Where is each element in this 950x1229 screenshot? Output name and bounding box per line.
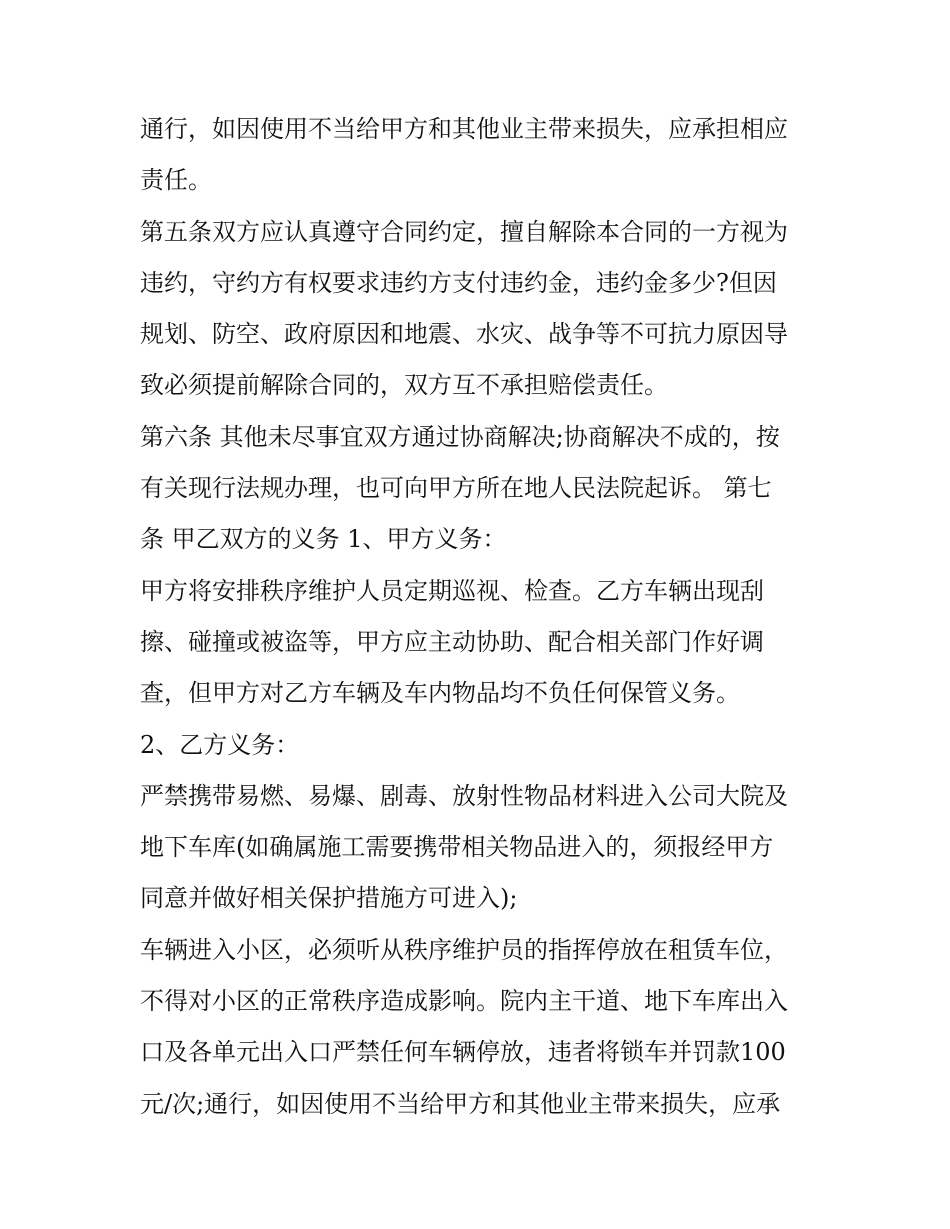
text-line: 致必须提前解除合同的，双方互不承担赔偿责任。	[140, 371, 668, 400]
text-line: 第五条双方应认真遵守合同约定，擅自解除本合同的一方视为	[140, 217, 788, 246]
text-line: 地下车库(如确属施工需要携带相关物品进入的，须报经甲方	[140, 833, 774, 862]
text-line: 第六条 其他未尽事宜双方通过协商解决;协商解决不成的，按	[140, 422, 780, 451]
text-line: 不得对小区的正常秩序造成影响。院内主干道、地下车库出入	[140, 987, 788, 1016]
text-line: 元/次;通行，如因使用不当给甲方和其他业主带来损失，应承	[140, 1089, 781, 1118]
text-line: 甲方将安排秩序维护人员定期巡视、检查。乙方车辆出现刮	[140, 576, 764, 605]
text-line: 有关现行法规办理，也可向甲方所在地人民法院起诉。 第七	[140, 474, 772, 503]
text-line: 违约，守约方有权要求违约方支付违约金，违约金多少?但因	[140, 268, 777, 297]
text-line: 严禁携带易燃、易爆、剧毒、放射性物品材料进入公司大院及	[140, 781, 788, 810]
text-line: 擦、碰撞或被盗等，甲方应主动协助、配合相关部门作好调	[140, 627, 764, 656]
text-line: 查，但甲方对乙方车辆及车内物品均不负任何保管义务。	[140, 679, 740, 708]
text-line: 责任。	[140, 166, 212, 195]
document-body	[140, 104, 820, 1130]
text-line: 2、乙方义务：	[140, 730, 300, 759]
text-line: 通行，如因使用不当给甲方和其他业主带来损失，应承担相应	[140, 115, 788, 143]
text-line: 口及各单元出入口严禁任何车辆停放，违者将锁车并罚款100	[140, 1038, 786, 1067]
text-line: 车辆进入小区，必须听从秩序维护员的指挥停放在租赁车位，	[140, 935, 788, 964]
text-line: 条 甲乙双方的义务 1、甲方义务：	[140, 525, 507, 554]
text-line: 同意并做好相关保护措施方可进入);	[140, 884, 518, 913]
text-line: 规划、防空、政府原因和地震、水灾、战争等不可抗力原因导	[140, 320, 788, 349]
